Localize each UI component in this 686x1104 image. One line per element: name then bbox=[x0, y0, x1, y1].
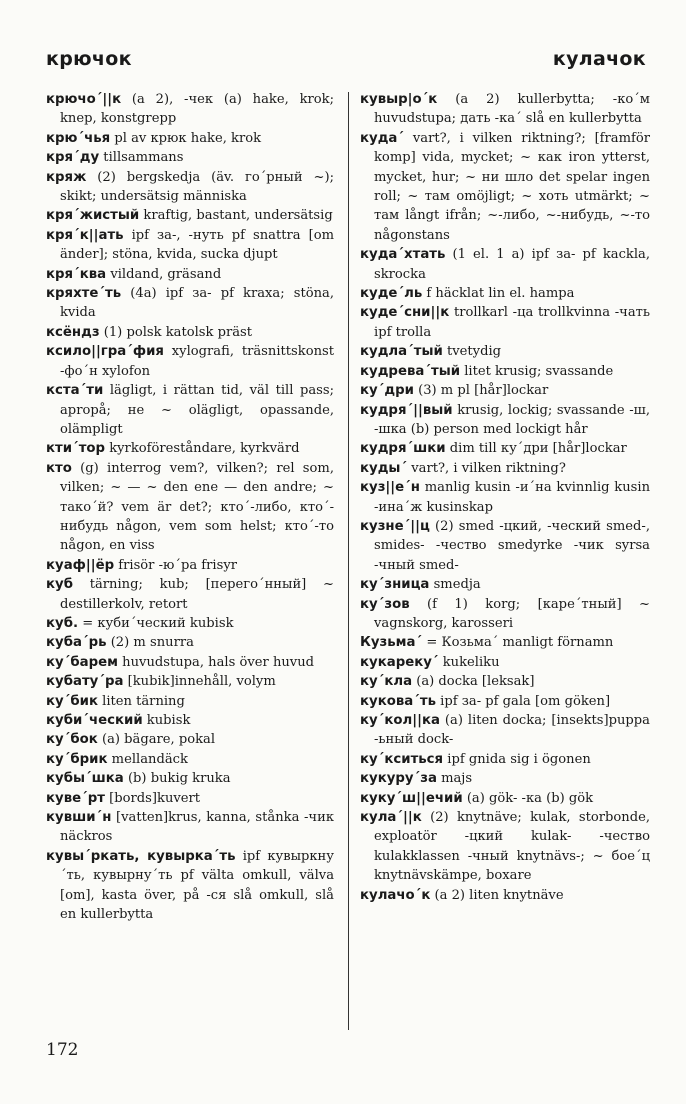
entry-headword: кубы´шка bbox=[46, 771, 124, 787]
entry-headword: куде´ль bbox=[360, 286, 423, 302]
entry-definition: (a 2), -чек (a) hake, krok; knep, konstgrepp bbox=[60, 92, 334, 127]
entry-definition: krusig, lockig; svassande -ш, -шка (b) person med lockigt hår bbox=[374, 402, 650, 437]
entry-headword: кря´жистый bbox=[46, 208, 140, 224]
entry-definition: huvudstupa, hals över huvud bbox=[118, 654, 315, 670]
entry-definition: (1 el. 1 a) ipf за- pf kackla, skrocka bbox=[374, 247, 650, 282]
dictionary-entry bbox=[46, 323, 334, 342]
dictionary-entry bbox=[360, 672, 650, 691]
page-number: 172 bbox=[46, 1040, 79, 1060]
entry-headword: крю´чья bbox=[46, 130, 111, 146]
entry-headword: кудла´тый bbox=[360, 344, 443, 360]
entry-definition: pl av крюк hake, krok bbox=[110, 130, 262, 146]
entry-definition: = куби´ческий kubisk bbox=[78, 615, 234, 631]
entry-headword: ку´бок bbox=[46, 732, 98, 748]
entry-definition: (a 2) kullerbytta; -ко´м huvudstupa; дать -ка´ slå en kullerbytta bbox=[374, 92, 650, 127]
entry-definition: [bords]kuvert bbox=[105, 790, 201, 806]
dictionary-entry bbox=[360, 886, 650, 905]
entry-headword: куби´ческий bbox=[46, 713, 143, 728]
entry-headword: куз||е´н bbox=[360, 480, 420, 496]
entry-definition: ipf за- pf gala [om göken] bbox=[436, 693, 611, 709]
entry-definition: xylografi, träsnittskonst -фо´н xylofon bbox=[60, 344, 334, 379]
entry-headword: кувши´н bbox=[46, 810, 112, 826]
entry-headword: кудря´шки bbox=[360, 441, 446, 457]
dictionary-entry bbox=[360, 245, 650, 284]
entry-headword: куаф||ёр bbox=[46, 557, 115, 573]
dictionary-column-left bbox=[46, 90, 334, 924]
entry-headword: ксило||гра´фия bbox=[46, 344, 164, 360]
dictionary-entry bbox=[46, 459, 334, 556]
entry-headword: куды´ bbox=[360, 460, 408, 476]
dictionary-entry bbox=[46, 575, 334, 614]
dictionary-entry bbox=[360, 129, 650, 245]
dictionary-entry bbox=[46, 284, 334, 323]
dictionary-entry bbox=[46, 129, 334, 148]
entry-headword: кубату´ра bbox=[46, 674, 124, 690]
entry-definition: trollkarl -ца trollkvinna -чать ipf trolla bbox=[374, 305, 650, 340]
entry-headword: кти´тор bbox=[46, 441, 106, 457]
entry-headword: ку´барем bbox=[46, 654, 119, 670]
dictionary-entry bbox=[46, 265, 334, 284]
dictionary-entry bbox=[46, 381, 334, 439]
entry-definition: = Козьма´ manligt förnamn bbox=[422, 635, 614, 651]
entry-definition: (a) docka [leksak] bbox=[412, 674, 535, 690]
entry-headword: кулачо´к bbox=[360, 887, 431, 903]
dictionary-entry bbox=[46, 556, 334, 575]
dictionary-entry bbox=[360, 381, 650, 400]
entry-headword: ку´зница bbox=[360, 577, 430, 593]
entry-headword: кукова´ть bbox=[360, 693, 437, 709]
entry-definition: (a) liten docka; [insekts]puppa -ьный dock- bbox=[374, 713, 650, 748]
entry-definition: (3) m pl [hår]lockar bbox=[413, 383, 549, 399]
entry-definition: [vatten]krus, kanna, stånka -чик näckros bbox=[60, 810, 334, 845]
entry-definition: majs bbox=[436, 771, 473, 787]
entry-headword: ку´кла bbox=[360, 674, 413, 690]
entry-definition: (2) smed -цкий, -ческий smed-, smides- -чество smedyrke -чик syrsa -чный smed- bbox=[374, 518, 650, 573]
dictionary-entry bbox=[360, 459, 650, 478]
entry-definition: kraftig, bastant, undersätsig bbox=[139, 208, 333, 224]
entry-definition: vart?, i vilken riktning?; [framför komp] vida, mycket; ~ как iron ytterst, mycket, hur; ~ ни шло det spelar ingen roll; ~ там omöjligt; ~ хоть utmärkt; ~ там långt ifrån; ~-либо, ~-нибудь, ~-то någonstans bbox=[374, 130, 650, 243]
dictionary-entry bbox=[46, 847, 334, 925]
dictionary-entry bbox=[46, 711, 334, 730]
entry-definition: (1) polsk katolsk präst bbox=[99, 324, 253, 340]
entry-headword: кувыр|о´к bbox=[360, 92, 438, 107]
entry-definition: tvetydig bbox=[442, 344, 502, 360]
entry-definition: ipf за-, -нуть pf snattra [om änder]; stöna, kvida, sucka djupt bbox=[60, 227, 334, 263]
dictionary-entry bbox=[360, 284, 650, 303]
entry-definition: f häcklat lin el. hampa bbox=[422, 286, 575, 302]
entry-definition: dim till ку´дри [hår]lockar bbox=[445, 441, 627, 457]
entry-definition: (2) bergskedja (äv. го´рный ~); skikt; undersätsig människa bbox=[60, 169, 334, 205]
entry-headword: куку´ш||ечий bbox=[360, 790, 463, 806]
dictionary-entry bbox=[360, 90, 650, 129]
entry-headword: кудрева´тый bbox=[360, 363, 461, 379]
entry-headword: кувы´ркать, кувырка´ть bbox=[46, 848, 236, 864]
entry-headword: куве´рт bbox=[46, 790, 105, 806]
entry-headword: кста´ти bbox=[46, 383, 104, 399]
entry-headword: куба´рь bbox=[46, 635, 107, 651]
column-divider bbox=[348, 92, 349, 1030]
entry-definition: lägligt, i rättan tid, väl till pass; apropå; не ~ olägligt, opassande, olämpligt bbox=[60, 383, 334, 437]
entry-definition: (a) gök- -ка (b) gök bbox=[462, 790, 594, 806]
entry-definition: vart?, i vilken riktning? bbox=[407, 460, 566, 476]
entry-definition: (b) bukig kruka bbox=[123, 771, 231, 787]
dictionary-entry bbox=[46, 342, 334, 381]
entry-headword: куда´ bbox=[360, 130, 405, 146]
entry-definition: manlig kusin -и´на kvinnlig kusin -ина´ж kusinskap bbox=[374, 480, 650, 515]
running-head-left: крючок bbox=[46, 48, 132, 70]
entry-headword: куда´хтать bbox=[360, 247, 446, 263]
dictionary-entry bbox=[360, 653, 650, 672]
dictionary-entry bbox=[360, 342, 650, 361]
entry-headword: ку´дри bbox=[360, 383, 414, 399]
entry-headword: кула´||к bbox=[360, 810, 422, 826]
entry-headword: кукуру´за bbox=[360, 771, 437, 787]
dictionary-entry bbox=[360, 750, 650, 769]
dictionary-entry bbox=[46, 730, 334, 749]
dictionary-column-right bbox=[360, 90, 650, 905]
entry-headword: кудря´||вый bbox=[360, 402, 453, 418]
dictionary-entry bbox=[360, 711, 650, 750]
entry-headword: крючо´||к bbox=[46, 92, 122, 107]
dictionary-entry bbox=[46, 750, 334, 769]
entry-definition: (a) bägare, pokal bbox=[97, 732, 216, 748]
dictionary-entry bbox=[46, 633, 334, 652]
entry-definition: (4a) ipf за- pf kraxa; stöna, kvida bbox=[60, 286, 334, 321]
dictionary-entry bbox=[46, 148, 334, 167]
entry-definition: litet krusig; svassande bbox=[460, 363, 614, 379]
entry-definition: (f 1) korg; [каре´тный] ~ vagnskorg, karosseri bbox=[374, 596, 650, 631]
dictionary-entry bbox=[46, 808, 334, 847]
entry-headword: кря´к||ать bbox=[46, 227, 124, 243]
dictionary-entry bbox=[360, 517, 650, 575]
entry-headword: ку´зов bbox=[360, 596, 410, 612]
entry-definition: (2) knytnäve; kulak, storbonde, exploatör -цкий kulak- -чество kulakklassen -чный knytnävs-; ~ бое´ц knytnävskämpe, boxare bbox=[374, 810, 650, 884]
dictionary-entry bbox=[360, 633, 650, 652]
entry-headword: ку´бик bbox=[46, 693, 98, 709]
entry-headword: куде´сни||к bbox=[360, 305, 450, 321]
dictionary-entry bbox=[46, 226, 334, 265]
dictionary-entry bbox=[360, 769, 650, 788]
dictionary-entry bbox=[360, 575, 650, 594]
dictionary-entry bbox=[360, 478, 650, 517]
dictionary-entry bbox=[360, 692, 650, 711]
entry-headword: кряж bbox=[46, 169, 87, 185]
entry-headword: кто bbox=[46, 460, 72, 476]
dictionary-entry bbox=[46, 672, 334, 691]
entry-headword: кря´ду bbox=[46, 150, 100, 166]
entry-headword: ку´брик bbox=[46, 751, 108, 767]
entry-definition: kukeliku bbox=[438, 654, 500, 670]
entry-definition: (2) m snurra bbox=[106, 635, 194, 651]
entry-headword: кузне´||ц bbox=[360, 518, 430, 534]
entry-headword: кряхте´ть bbox=[46, 286, 122, 302]
entry-headword: Кузьма´ bbox=[360, 635, 423, 651]
dictionary-entry bbox=[46, 90, 334, 129]
dictionary-entry bbox=[360, 303, 650, 342]
entry-definition: kyrkoföreståndare, kyrkvärd bbox=[105, 441, 300, 457]
dictionary-entry bbox=[360, 401, 650, 440]
entry-definition: tärning; kub; [перего´нный] ~ destillerkolv, retort bbox=[60, 577, 334, 612]
entry-definition: ipf gnida sig i ögonen bbox=[443, 751, 591, 767]
entry-headword: ксёндз bbox=[46, 324, 100, 340]
dictionary-entry bbox=[46, 789, 334, 808]
dictionary-entry bbox=[46, 614, 334, 633]
dictionary-entry bbox=[46, 206, 334, 225]
entry-definition: mellandäck bbox=[107, 751, 188, 767]
dictionary-entry bbox=[46, 769, 334, 788]
entry-definition: tillsammans bbox=[99, 150, 184, 166]
dictionary-entry bbox=[360, 439, 650, 458]
entry-definition: vildand, gräsand bbox=[106, 266, 222, 282]
dictionary-entry bbox=[360, 362, 650, 381]
dictionary-entry bbox=[360, 808, 650, 886]
entry-definition: kubisk bbox=[142, 713, 191, 728]
running-head-right: кулачок bbox=[552, 48, 646, 70]
dictionary-entry bbox=[360, 595, 650, 634]
dictionary-entry bbox=[46, 168, 334, 207]
entry-headword: кукареку´ bbox=[360, 654, 439, 670]
entry-headword: куб. bbox=[46, 615, 79, 631]
entry-definition: smedja bbox=[429, 577, 481, 593]
entry-headword: ку´кситься bbox=[360, 751, 444, 767]
dictionary-entry bbox=[46, 692, 334, 711]
dictionary-entry bbox=[360, 789, 650, 808]
entry-headword: ку´кол||ка bbox=[360, 713, 440, 728]
entry-definition: liten tärning bbox=[97, 693, 185, 709]
dictionary-entry bbox=[46, 439, 334, 458]
entry-definition: frisör -ю´ра frisyr bbox=[114, 557, 237, 573]
entry-headword: кря´ква bbox=[46, 266, 107, 282]
entry-definition: (g) interrog vem?, vilken?; rel som, vilken; ~ — ~ den ene — den andre; ~ тако´й? vem är det?; кто´-либо, кто´-нибудь någon, vem som helst; кто´-то någon, en viss bbox=[60, 460, 334, 554]
entry-definition: (a 2) liten knytnäve bbox=[430, 887, 564, 903]
entry-headword: куб bbox=[46, 577, 73, 593]
dictionary-entry bbox=[46, 653, 334, 672]
entry-definition: [kubik]innehåll, volym bbox=[123, 674, 276, 690]
entry-definition: ipf кувыркну´ть, кувырну´ть pf välta omkull, välva [om], kasta över, på -ся slå omkull, slå en kullerbytta bbox=[60, 848, 334, 923]
